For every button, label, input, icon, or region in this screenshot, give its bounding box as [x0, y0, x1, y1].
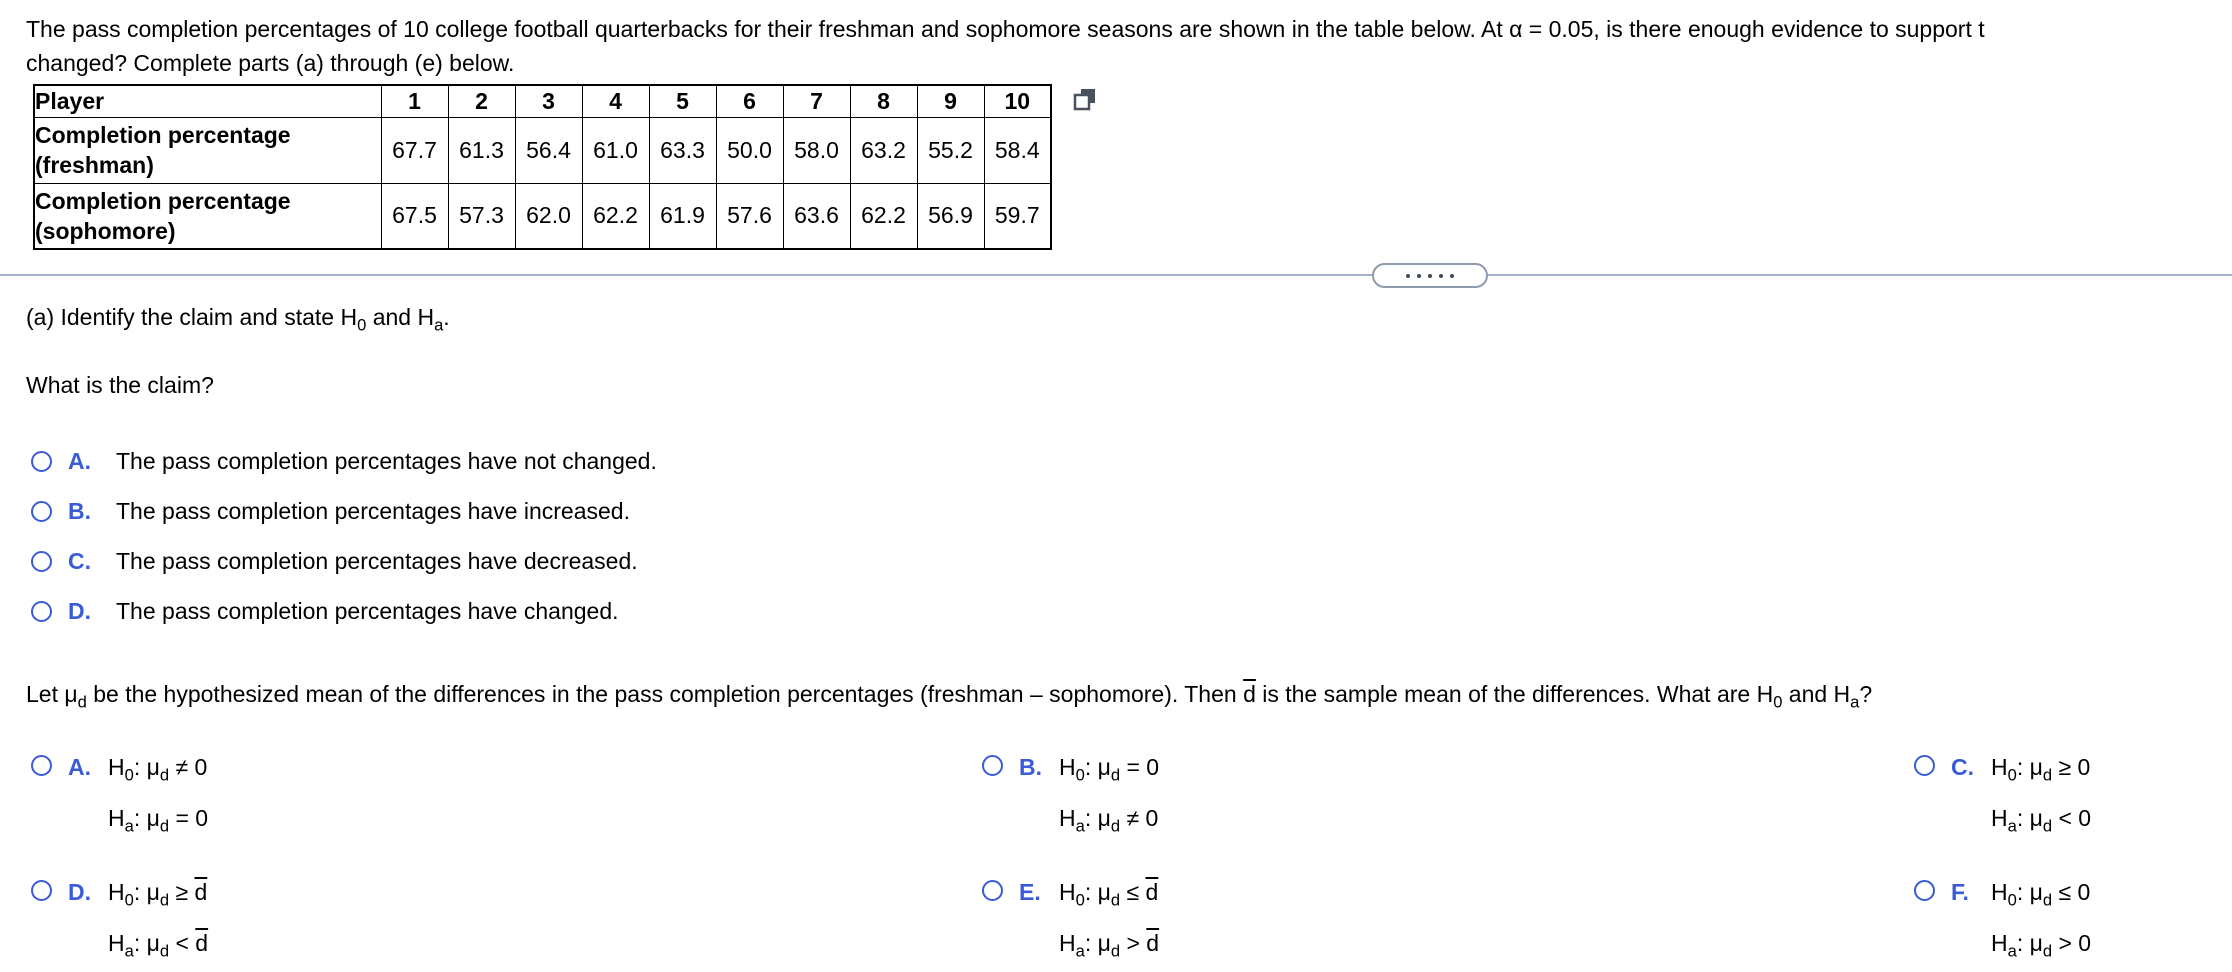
option-letter: C. [68, 547, 91, 574]
row-label-freshman: Completion percentage (freshman) [34, 117, 381, 183]
radio-button[interactable] [31, 551, 52, 572]
hypothesis-option-d [31, 871, 982, 972]
option-text: The pass completion percentages have changed. [116, 597, 619, 624]
h0-statement: $H_0$: $\mu_d \ne 0$ [108, 754, 208, 785]
ha-statement: $H_a$: $\mu_d > 0$ [1991, 929, 2092, 961]
option-letter: B. [68, 497, 91, 524]
h0-statement: $H_0$: $\mu_d \le 0$ [1991, 879, 2091, 910]
table-cell: 7 [783, 85, 850, 117]
table-cell: 55.2 [917, 117, 984, 183]
table-cell: 9 [917, 85, 984, 117]
ha-statement: $H_a$: $\mu_d > \overline{d}$ [1059, 929, 1160, 961]
table-cell: 61.0 [582, 117, 649, 183]
table-cell: 56.4 [515, 117, 582, 183]
radio-button[interactable] [31, 601, 52, 622]
table-cell: 57.3 [448, 183, 515, 249]
hypothesis-option-f [1914, 871, 2091, 972]
completion-percentage-table [33, 84, 1052, 250]
option-text: The pass completion percentages have increased. [116, 497, 630, 524]
table-cell: 67.7 [381, 117, 448, 183]
radio-button[interactable] [1914, 755, 1935, 776]
table-cell: 3 [515, 85, 582, 117]
radio-button[interactable] [982, 880, 1003, 901]
table-row-sophomore [34, 183, 1051, 249]
table-header-row [34, 85, 1051, 117]
radio-button[interactable] [982, 755, 1003, 776]
ha-statement: $H_a$: $\mu_d < 0$ [1991, 804, 2092, 836]
table-cell: 1 [381, 85, 448, 117]
option-letter: B. [1019, 754, 1042, 780]
table-cell: 63.2 [850, 117, 917, 183]
option-letter: A. [68, 754, 91, 780]
table-cell: 62.0 [515, 183, 582, 249]
claim-options-group [31, 444, 657, 644]
hypothesis-options-group [31, 746, 2091, 972]
radio-button[interactable] [31, 880, 52, 901]
hypothesis-option-b [982, 746, 1914, 847]
option-letter: D. [68, 597, 91, 624]
h0-statement: $H_0$: $\mu_d = 0$ [1059, 754, 1160, 785]
table-cell: 50.0 [716, 117, 783, 183]
ha-statement: $H_a$: $\mu_d \ne 0$ [1059, 804, 1159, 836]
problem-statement-line2: changed? Complete parts (a) through (e) below. [26, 50, 515, 76]
table-cell: 58.4 [984, 117, 1051, 183]
table-cell: 56.9 [917, 183, 984, 249]
table-cell: 59.7 [984, 183, 1051, 249]
table-cell: 10 [984, 85, 1051, 117]
ha-statement: $H_a$: $\mu_d < \overline{d}$ [108, 929, 209, 961]
hypothesis-option-e [982, 871, 1914, 972]
radio-button[interactable] [31, 501, 52, 522]
hypothesis-intro: Let $\mu_d$ be the hypothesized mean of the differences in the pass completion percentages (freshman – sophomore). Then $\overline{d}$ is the sample mean of the differences. What are $H_0$ and $H_a$? [26, 681, 1873, 712]
table-cell: 67.5 [381, 183, 448, 249]
five-dots-handle-icon[interactable] [1372, 263, 1488, 288]
claim-question: What is the claim? [26, 372, 214, 398]
problem-statement [26, 12, 2232, 80]
table-cell: 63.6 [783, 183, 850, 249]
table-cell: 63.3 [649, 117, 716, 183]
claim-option-d [31, 594, 657, 628]
claim-option-b [31, 494, 657, 528]
claim-option-a [31, 444, 657, 478]
table-row-freshman [34, 117, 1051, 183]
data-table-container [33, 84, 1052, 250]
radio-button[interactable] [31, 451, 52, 472]
table-cell: 8 [850, 85, 917, 117]
h0-statement: $H_0$: $\mu_d \ge 0$ [1991, 754, 2091, 785]
hypothesis-option-a [31, 746, 982, 847]
option-letter: A. [68, 447, 91, 474]
option-letter: E. [1019, 879, 1041, 906]
option-text: The pass completion percentages have decreased. [116, 547, 638, 574]
option-letter: F. [1951, 879, 1969, 906]
option-letter: C. [1951, 754, 1974, 780]
claim-option-c [31, 544, 657, 578]
table-cell: 5 [649, 85, 716, 117]
table-cell: 61.3 [448, 117, 515, 183]
table-header-player: Player [34, 85, 381, 117]
table-cell: 2 [448, 85, 515, 117]
table-cell: 57.6 [716, 183, 783, 249]
h0-statement: $H_0$: $\mu_d \ge \overline{d}$ [108, 879, 208, 910]
table-cell: 4 [582, 85, 649, 117]
section-divider [0, 274, 2232, 276]
problem-statement-line1: The pass completion percentages of 10 college football quarterbacks for their freshman and sophomore seasons are shown in the table below. At α = 0.05, is there enough evidence to support t [26, 16, 1985, 42]
hypothesis-option-c [1914, 746, 2091, 847]
table-cell: 58.0 [783, 117, 850, 183]
radio-button[interactable] [1914, 880, 1935, 901]
ha-statement: $H_a$: $\mu_d = 0$ [108, 804, 209, 836]
table-cell: 61.9 [649, 183, 716, 249]
row-label-sophomore: Completion percentage (sophomore) [34, 183, 381, 249]
table-cell: 62.2 [850, 183, 917, 249]
table-cell: 62.2 [582, 183, 649, 249]
radio-button[interactable] [31, 755, 52, 776]
table-cell: 6 [716, 85, 783, 117]
h0-statement: $H_0$: $\mu_d \le \overline{d}$ [1059, 879, 1159, 910]
option-letter: D. [68, 879, 91, 906]
copy-icon[interactable] [1073, 87, 1097, 111]
option-text: The pass completion percentages have not changed. [116, 447, 657, 474]
part-a-prompt: (a) Identify the claim and state $H_0$ and $H_a$. [26, 304, 450, 335]
